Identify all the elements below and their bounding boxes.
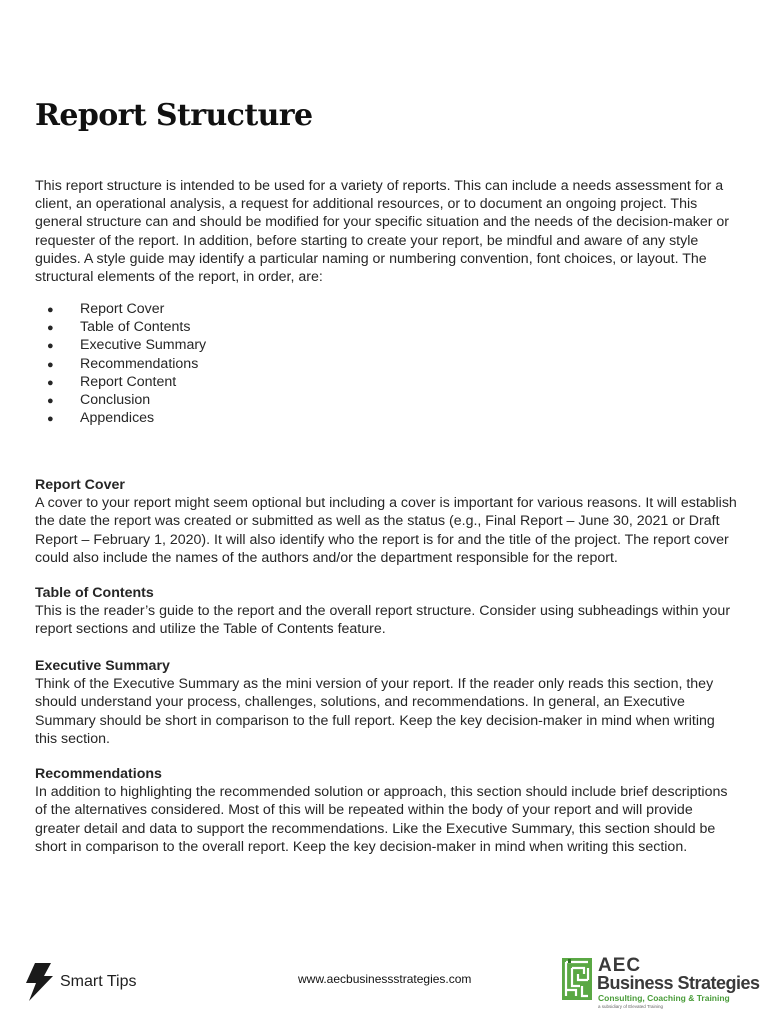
section-heading: Executive Summary: [35, 658, 170, 674]
bullet-icon: ●: [47, 358, 54, 371]
bullet-icon: ●: [47, 304, 54, 316]
bullet-icon: ●: [47, 340, 54, 353]
list-item: ● Report Cover: [35, 300, 206, 318]
section-recommendations: [35, 765, 739, 856]
smart-tips-badge: [23, 962, 136, 1002]
bullet-icon: ●: [47, 376, 54, 389]
intro-paragraph: This report structure is intended to be used for a variety of reports. This can include a needs assessment for a client, an operational analysis, a request for additional resources, or to document an ongoing project. This general structure can and should be modified for your specific situation and the needs of the decision-maker or requester of the report. In addition, before starting to create your report, be mindful and aware of any style guides. A style guide may identify a particular naming or numbering convention, font choices, or layout. The structural elements of the report, in order, are:: [35, 178, 730, 286]
list-item: ● Recommendations: [35, 355, 206, 373]
bullet-icon: ●: [47, 394, 54, 407]
section-heading: Table of Contents: [35, 585, 154, 601]
section-executive-summary: [35, 657, 739, 748]
section-heading: Report Cover: [35, 477, 125, 493]
bullet-icon: ●: [47, 413, 54, 426]
logo-aec-text: AEC: [598, 955, 642, 976]
section-text: This is the reader’s guide to the report and the overall report structure. Consider using subheadings within your report sections and utilize the Table of Contents feature.: [35, 603, 731, 638]
bullet-icon: ●: [47, 322, 54, 335]
list-item: ● Report Content: [35, 373, 206, 391]
section-heading: Recommendations: [35, 766, 162, 782]
section-text: Think of the Executive Summary as the mini version of your report. If the reader only reads this section, they should understand your process, challenges, solutions, and recommendations. In general, an Executive Summary should be short in comparison to the full report. Keep the key decision-maker in mind when writing this section.: [35, 676, 715, 747]
smart-tips-label: Smart Tips: [60, 973, 137, 990]
maze-logo-icon: [560, 956, 594, 1002]
page-title: Report Structure: [35, 98, 313, 133]
aec-logo: [560, 952, 760, 1012]
logo-company-name: Business Strategies: [597, 973, 760, 993]
structural-elements-list: [35, 300, 206, 427]
list-item: ● Executive Summary: [35, 336, 206, 354]
logo-subtitle: a subsidiary of Elevated Training: [598, 1004, 664, 1009]
website-url: www.aecbusinessstrategies.com: [298, 972, 472, 986]
logo-tagline: Consulting, Coaching & Training: [598, 993, 730, 1003]
section-text: A cover to your report might seem optional but including a cover is important for various reasons. It will establish the date the report was created or submitted as well as the status (e.g., Final Report – June 30, 2021 or Draft Report – February 1, 2020). It will also identify who the report is for and the title of the project. The report cover could also include the names of the authors and/or the department responsible for the report.: [35, 495, 737, 566]
section-text: In addition to highlighting the recommended solution or approach, this section should include brief descriptions of the alternatives considered. Most of this will be repeated within the body of your report and will provide greater detail and data to support the recommendations. Like the Executive Summary, this section should be short in comparison to the overall report. Keep the key decision-maker in mind when writing this section.: [35, 784, 728, 855]
section-table-of-contents: [35, 584, 739, 639]
list-item: ● Conclusion: [35, 391, 206, 409]
list-item: ● Table of Contents: [35, 318, 206, 336]
lightning-bolt-icon: [23, 962, 55, 1002]
section-report-cover: [35, 476, 739, 567]
list-item: ● Appendices: [35, 409, 206, 427]
